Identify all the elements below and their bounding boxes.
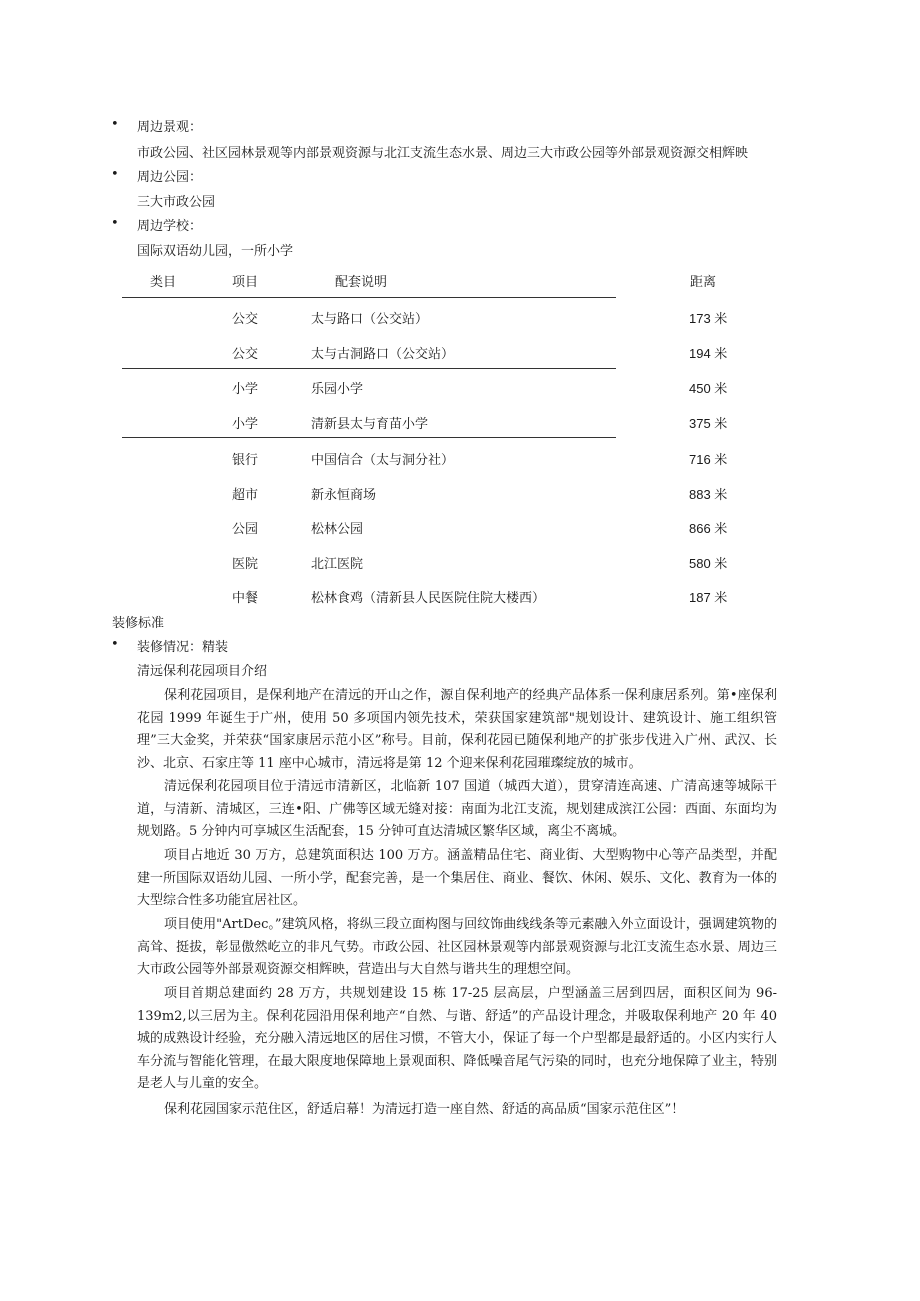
row-desc: 松林食鸡（清新县人民医院住院大楼西） xyxy=(311,591,546,606)
bullet-dot: • xyxy=(111,216,119,231)
row-desc: 乐园小学 xyxy=(311,382,364,397)
intro-paragraph-4: 项目使用"ArtDec。”建筑风格，将纵三段立面构图与回纹饰曲线线条等元素融入外立面设计，强调建筑物的高耸、挺拔，彰显傲然屹立的非凡气势。市政公园、社区园林景观等内部景观资源与北江支流生态水景、周边三大市政公园等外部景观资源交相辉映，营造出与大自然与谐共生的理想空间。 xyxy=(137,917,777,977)
row-distance: 883 米 xyxy=(689,487,728,502)
row-distance: 716 米 xyxy=(689,452,728,467)
decoration-status: 装修情况：精装 xyxy=(137,640,229,655)
row-item: 小学 xyxy=(232,382,259,397)
table-rule xyxy=(122,368,616,369)
row-desc: 新永恒商场 xyxy=(311,488,377,503)
bullet-dot: • xyxy=(111,167,119,182)
row-item: 公交 xyxy=(232,347,259,362)
row-item: 小学 xyxy=(232,417,259,432)
row-distance: 450 米 xyxy=(689,381,728,396)
row-desc: 松林公园 xyxy=(311,522,364,537)
landscape-label: 周边景观： xyxy=(137,120,203,135)
row-distance: 187 米 xyxy=(689,590,728,605)
row-distance: 173 米 xyxy=(689,311,728,326)
row-distance: 580 米 xyxy=(689,556,728,571)
intro-paragraph-2: 清远保利花园项目位于清远市清新区，北临新 107 国道（城西大道），贯穿清连高速、广清高速等城际干道，与清新、清城区，三连•阳、广佛等区域无缝对接：南面为北江支流，规划建成滨江公园：西面、东面均为规划路。5 分钟内可享城区生活配套，15 分钟可直达清城区繁华区域，离尘不离城。 xyxy=(137,779,777,839)
bullet-dot: • xyxy=(111,637,119,652)
table-header-item: 项目 xyxy=(232,275,259,290)
table-header-category: 类目 xyxy=(150,275,177,290)
table-header-distance: 距离 xyxy=(690,275,717,290)
row-item: 公交 xyxy=(232,312,259,327)
row-item: 超市 xyxy=(232,488,259,503)
park-label: 周边公园： xyxy=(137,170,203,185)
school-label: 周边学校： xyxy=(137,219,203,234)
row-item: 医院 xyxy=(232,557,259,572)
bullet-dot: • xyxy=(111,117,119,132)
row-desc: 北江医院 xyxy=(311,557,364,572)
row-distance: 375 米 xyxy=(689,416,728,431)
landscape-text: 市政公园、社区园林景观等内部景观资源与北江支流生态水景、周边三大市政公园等外部景观资源交相辉映 xyxy=(137,146,749,161)
intro-paragraph-3: 项目占地近 30 万方，总建筑面积达 100 万方。涵盖精品住宅、商业街、大型购物中心等产品类型，并配建一所国际双语幼儿园、一所小学，配套完善，是一个集居住、商业、餐饮、休闲、娱乐、文化、教育为一体的大型综合性多功能宜居社区。 xyxy=(137,848,777,908)
row-item: 公园 xyxy=(232,522,259,537)
intro-paragraph-1: 保利花园项目，是保利地产在清远的开山之作，源自保利地产的经典产品体系一保利康居系列。第•座保利花园 1999 年诞生于广州，使用 50 多项国内领先技术，荣获国家建筑部"规划设计、建筑设计、施工组织管理”三大金奖，并荣获“国家康居示范小区”称号。目前，保利花园已随保利地产的扩张步伐进入广州、武汉、长沙、北京、石家庄等 11 座中心城市，清远将是第 12 个迎来保利花园璀璨绽放的城市。 xyxy=(137,688,777,771)
row-desc: 太与古洞路口（公交站） xyxy=(311,347,455,362)
intro-title: 清远保利花园项目介绍 xyxy=(137,664,268,679)
school-text: 国际双语幼儿园，一所小学 xyxy=(137,244,294,259)
row-item: 银行 xyxy=(232,453,259,468)
row-desc: 太与路口（公交站） xyxy=(311,312,429,327)
park-text: 三大市政公园 xyxy=(137,195,216,210)
row-distance: 194 米 xyxy=(689,346,728,361)
table-rule xyxy=(122,437,616,438)
table-header-desc: 配套说明 xyxy=(335,275,388,290)
row-desc: 中国信合（太与洞分社） xyxy=(311,453,455,468)
row-desc: 清新县太与育苗小学 xyxy=(311,417,429,432)
intro-paragraph-6: 保利花园国家示范住区，舒适启幕！为清远打造一座自然、舒适的高品质“国家示范住区”！ xyxy=(164,1102,685,1117)
table-rule xyxy=(122,297,616,298)
row-item: 中餐 xyxy=(232,591,259,606)
intro-paragraph-5: 项目首期总建面约 28 万方，共规划建设 15 栋 17-25 层高层，户型涵盖三居到四居，面积区间为 96-139m2,以三居为主。保利花园沿用保利地产“自然、与谐、舒适”的产品设计理念，并吸取保利地产 20 年 40 城的成熟设计经验，充分融入清远地区的居住习惯，不管大小，保证了每一个户型都是最舒适的。小区内实行人车分流与智能化管理，在最大限度地保障地上景观面积、降低噪音尾气污染的同时，也充分地保障了业主，特别是老人与儿童的安全。 xyxy=(137,986,777,1091)
row-distance: 866 米 xyxy=(689,521,728,536)
decoration-heading: 装修标准 xyxy=(112,616,165,631)
